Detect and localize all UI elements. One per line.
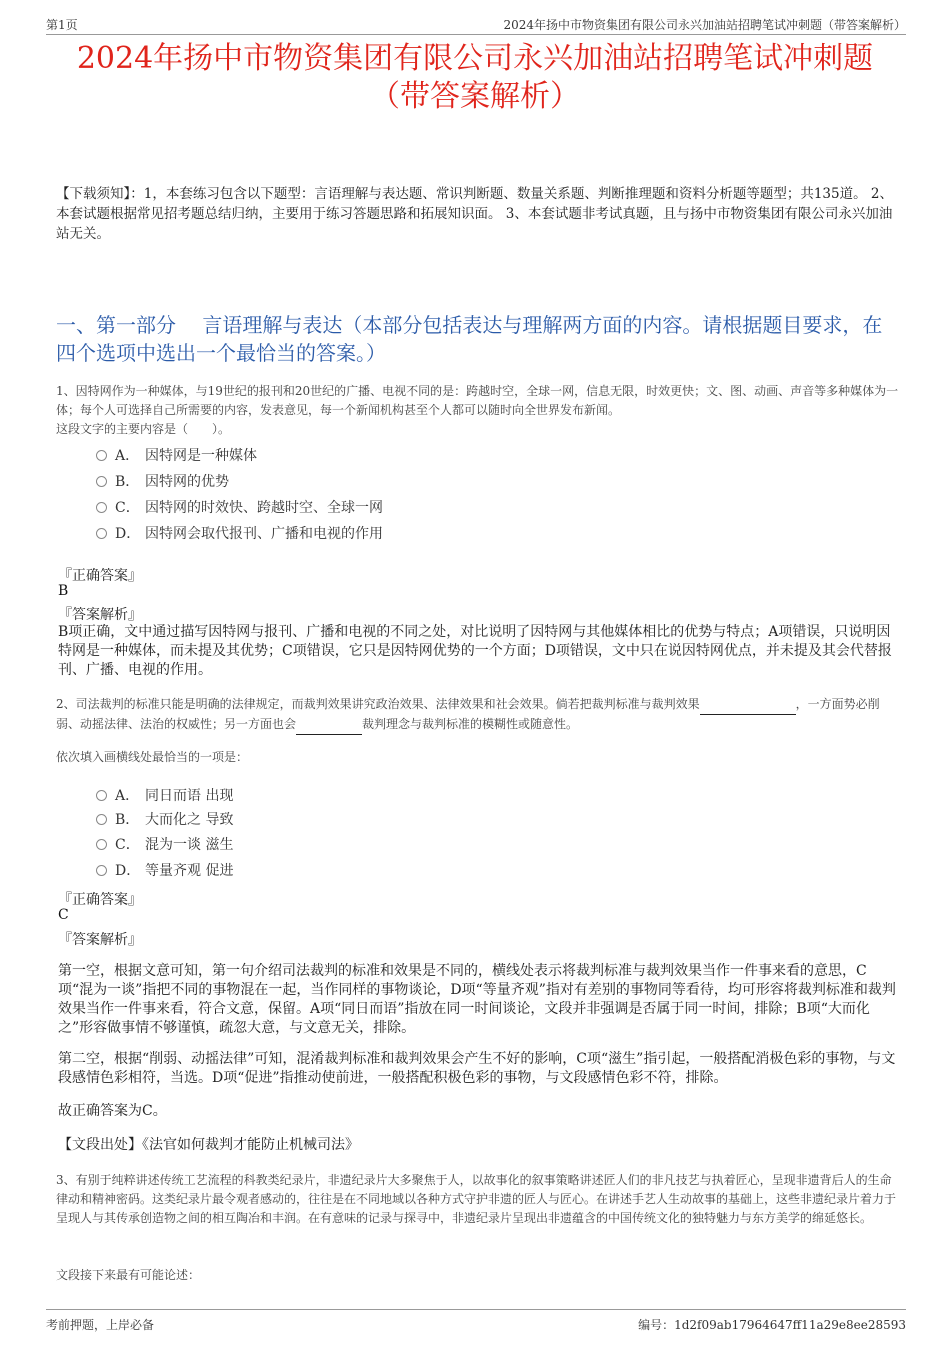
question-3-prompt: 文段接下来最有可能论述： — [56, 1268, 201, 1282]
question-2-option-d[interactable]: D． 等量齐观 促进 — [96, 860, 233, 880]
question-3-text: 3、有别于纯粹讲述传统工艺流程的科教类纪录片，非遗纪录片大多聚焦于人，以故事化的叙事策略讲述匠人们的非凡技艺与执着匠心，呈现非遗背后人的生命律动和精神密码。这类纪录片最令观者感动的，往往是在不同地域以各种方式守护非遗的匠人与匠心。在讲述手艺人生动故事的基础上，这些非遗纪录片着力于呈现人与其传承创造物之间的相互陶冶和丰润。在有意味的记录与探寻中，非遗纪录片呈现出非遗蕴含的中国传统文化的独特魅力与东方美学的绵延悠长。 — [56, 1173, 897, 1225]
question-1-option-d[interactable]: D． 因特网会取代报刊、广播和电视的作用 — [96, 523, 383, 543]
question-1-prompt: 这段文字的主要内容是（ ）。 — [56, 422, 231, 436]
question-1-option-a[interactable]: A． 因特网是一种媒体 — [96, 445, 257, 465]
page-number: 第1页 — [46, 18, 78, 32]
question-2-option-b[interactable]: B． 大而化之 导致 — [96, 809, 233, 829]
radio-icon[interactable] — [96, 814, 107, 825]
answer-heading: 『正确答案』 — [58, 568, 142, 584]
title-line-2: （带答案解析） — [370, 79, 580, 114]
radio-icon[interactable] — [96, 528, 107, 539]
radio-icon[interactable] — [96, 502, 107, 513]
analysis-text: B项正确，文中通过描写因特网与报刊、广播和电视的不同之处，对比说明了因特网与其他媒体相比的优势与特点；A项错误，只说明因特网是一种媒体，而未提及其优势；C项错误，它只是因特网优势的一个方面；D项错误，文中只在说因特网优点，并未提及其会代替报刊、广播、电视的作用。 — [58, 624, 892, 678]
question-1-text: 1、因特网作为一种媒体，与19世纪的报刊和20世纪的广播、电视不同的是：跨越时空，全球一网，信息无限，时效更快；文、图、动画、声音等多种媒体为一体；每个人可选择自己所需要的内容，发表意见，每一个新闻机构甚至个人都可以随时向全世界发布新闻。 这段文字的主要内容是（ ）。 — [56, 384, 899, 436]
header-doc-title: 2024年扬中市物资集团有限公司永兴加油站招聘笔试冲刺题（带答案解析） — [503, 18, 906, 32]
fill-blank-2 — [296, 715, 362, 735]
page-footer — [46, 1309, 906, 1334]
question-2-prompt: 依次填入画横线处最恰当的一项是： — [56, 750, 249, 764]
question-1-option-c[interactable]: C． 因特网的时效快、跨越时空、全球一网 — [96, 497, 383, 517]
question-2-option-c[interactable]: C． 混为一谈 滋生 — [96, 834, 233, 854]
question-2-option-a[interactable]: A． 同日而语 出现 — [96, 785, 233, 805]
analysis-paragraph-1: 第一空，根据文意可知，第一句介绍司法裁判的标准和效果是不同的，横线处表示将裁判标准与裁判效果当作一件事来看的意思，C项“混为一谈”指把不同的事物混在一起，当作同样的事物谈论，D项“等量齐观”指对有差别的事物同等看待，均可形容将裁判标准和裁判效果当作一件事来看，符合文意，保留。A项“同日而语”指放在同一时间谈论，文段并非强调是否属于同一时间，排除；B项“大而化之”形容做事情不够谨慎，疏忽大意，与文意无关，排除。 — [58, 963, 896, 1036]
radio-icon[interactable] — [96, 476, 107, 487]
analysis-heading: 『答案解析』 — [58, 932, 142, 948]
analysis-paragraph-2: 第二空，根据“削弱、动摇法律”可知，混淆裁判标准和裁判效果会产生不好的影响，C项“滋生”指引起，一般搭配消极色彩的事物，与文段感情色彩相符，当选。D项“促进”指推动使前进，一般搭配积极色彩的事物，与文段感情色彩不符，排除。 — [58, 1051, 896, 1086]
question-1-option-b[interactable]: B． 因特网的优势 — [96, 471, 229, 491]
title-line-1: 2024年扬中市物资集团有限公司永兴加油站招聘笔试冲刺题 — [76, 41, 874, 76]
download-notice: 【下载须知】：1，本套练习包含以下题型：言语理解与表达题、常识判断题、数量关系题、判断推理题和资料分析题等题型；共135道。 2、本套试题根据常见招考题总结归纳，主要用于练习答题思路和拓展知识面。 3、本套试题非考试真题，且与扬中市物资集团有限公司永兴加油站无关。 — [56, 186, 893, 242]
radio-icon[interactable] — [96, 450, 107, 461]
answer-heading: 『正确答案』 — [58, 892, 142, 908]
footer-slogan: 考前押题，上岸必备 — [46, 1318, 155, 1332]
footer-serial: 编号：1d2f09ab17964647ff11a29e8ee28593 — [638, 1318, 906, 1332]
radio-icon[interactable] — [96, 865, 107, 876]
fill-blank-1 — [700, 695, 796, 715]
answer-value: B — [58, 583, 69, 599]
analysis-conclusion: 故正确答案为C。 — [58, 1103, 167, 1119]
analysis-heading: 『答案解析』 — [58, 607, 142, 623]
passage-source: 【文段出处】《法官如何裁判才能防止机械司法》 — [58, 1137, 359, 1153]
section-heading: 一、第一部分 言语理解与表达（本部分包括表达与理解两方面的内容。请根据题目要求，在四个选项中选出一个最恰当的答案。） — [56, 313, 883, 365]
question-2-text: 2、司法裁判的标准只能是明确的法律规定，而裁判效果讲究政治效果、法律效果和社会效果。倘若把裁判标准与裁判效果 ，一方面势必削弱、动摇法律、法治的权威性；另一方面也会 裁判理念与裁判标准的模糊性或随意性。 — [56, 695, 900, 735]
document-title — [40, 40, 910, 116]
radio-icon[interactable] — [96, 839, 107, 850]
radio-icon[interactable] — [96, 790, 107, 801]
page-header — [46, 14, 906, 35]
answer-value: C — [58, 907, 69, 923]
